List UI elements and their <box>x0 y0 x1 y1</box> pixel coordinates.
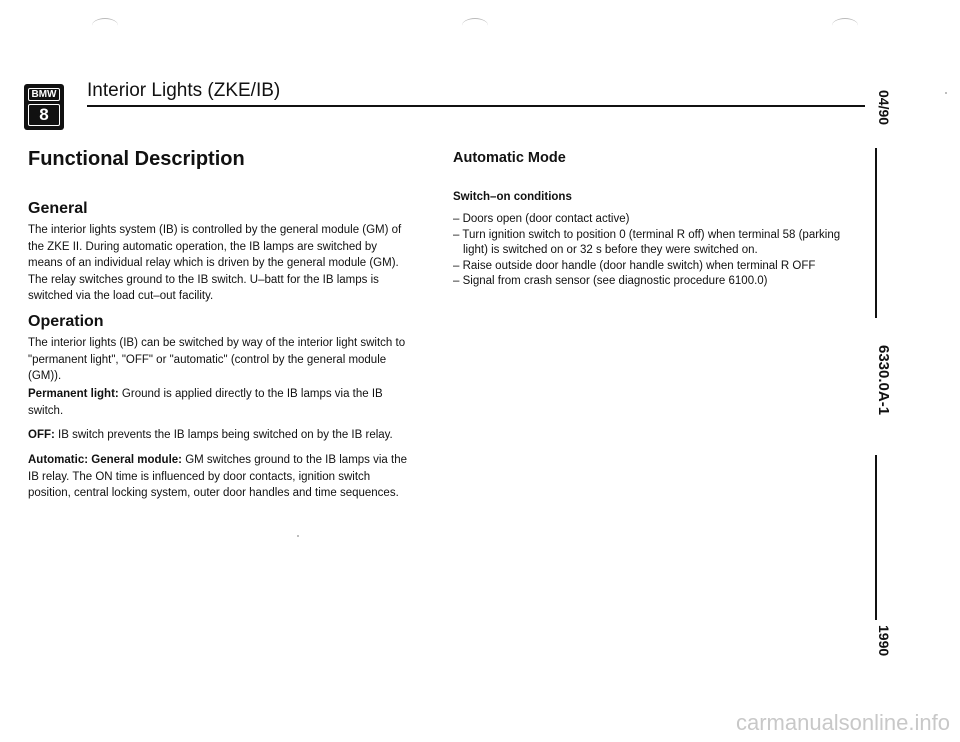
off-label: OFF: <box>28 429 55 441</box>
automatic-text: GM switches ground to the IB lamps via the IB relay. The ON time is influenced by door contacts, ignition switch position, central locking system, outer door handles and time sequences. <box>28 454 407 499</box>
switch-on-conditions-heading: Switch–on conditions <box>453 191 572 203</box>
off-paragraph <box>28 427 410 444</box>
conditions-list <box>453 212 863 290</box>
off-text: IB switch prevents the IB lamps being switched on by the IB relay. <box>54 429 393 441</box>
section-title: Functional Description <box>28 148 245 170</box>
permanent-light-label: Permanent light: <box>28 388 119 400</box>
logo-text-bottom: 8 <box>28 104 60 126</box>
top-registration-mark <box>92 18 118 33</box>
operation-heading: Operation <box>28 313 104 330</box>
margin-divider <box>875 455 877 620</box>
margin-doc-number: 6330.0A-1 <box>875 345 892 416</box>
list-item: – Raise outside door handle (door handle switch) when terminal R OFF <box>453 259 816 272</box>
permanent-light-text: Ground is applied directly to the IB lamps via the IB switch. <box>28 388 383 417</box>
automatic-mode-title: Automatic Mode <box>453 150 566 166</box>
speck <box>297 535 299 537</box>
list-item: – Signal from crash sensor (see diagnostic procedure 6100.0) <box>453 275 768 287</box>
list-item: – Doors open (door contact active) <box>453 213 630 225</box>
top-registration-mark <box>462 18 488 33</box>
automatic-paragraph <box>28 452 410 502</box>
top-registration-mark <box>832 18 858 33</box>
page-header-title: Interior Lights (ZKE/IB) <box>87 80 281 101</box>
header-divider <box>87 105 865 107</box>
margin-divider <box>875 148 877 318</box>
operation-intro: The interior lights (IB) can be switched by way of the interior light switch to "permanent light", "OFF" or "automatic" (control by the general module (GM)). <box>28 337 406 382</box>
permanent-light-paragraph <box>28 386 410 419</box>
watermark-text: carmanualsonline.info <box>735 710 950 735</box>
margin-date: 04/90 <box>876 90 892 126</box>
margin-year: 1990 <box>876 625 892 657</box>
list-item: – Turn ignition switch to position 0 (terminal R off) when terminal 58 (parking light) is switched on or 32 s before they were switched on. <box>453 228 841 256</box>
general-paragraph: The interior lights system (IB) is controlled by the general module (GM) of the ZKE II. During automatic operation, the IB lamps are switched by means of an individual relay which is driven by the general module (GM). The relay switches ground to the IB switch. U–batt for the IB lamps is switched via the load cut–out facility. <box>28 224 402 302</box>
automatic-label: Automatic: General module: <box>28 454 182 466</box>
logo-text-top: BMW <box>28 88 60 101</box>
speck <box>945 92 947 94</box>
general-heading: General <box>28 200 88 217</box>
bmw-logo-icon <box>24 84 64 130</box>
